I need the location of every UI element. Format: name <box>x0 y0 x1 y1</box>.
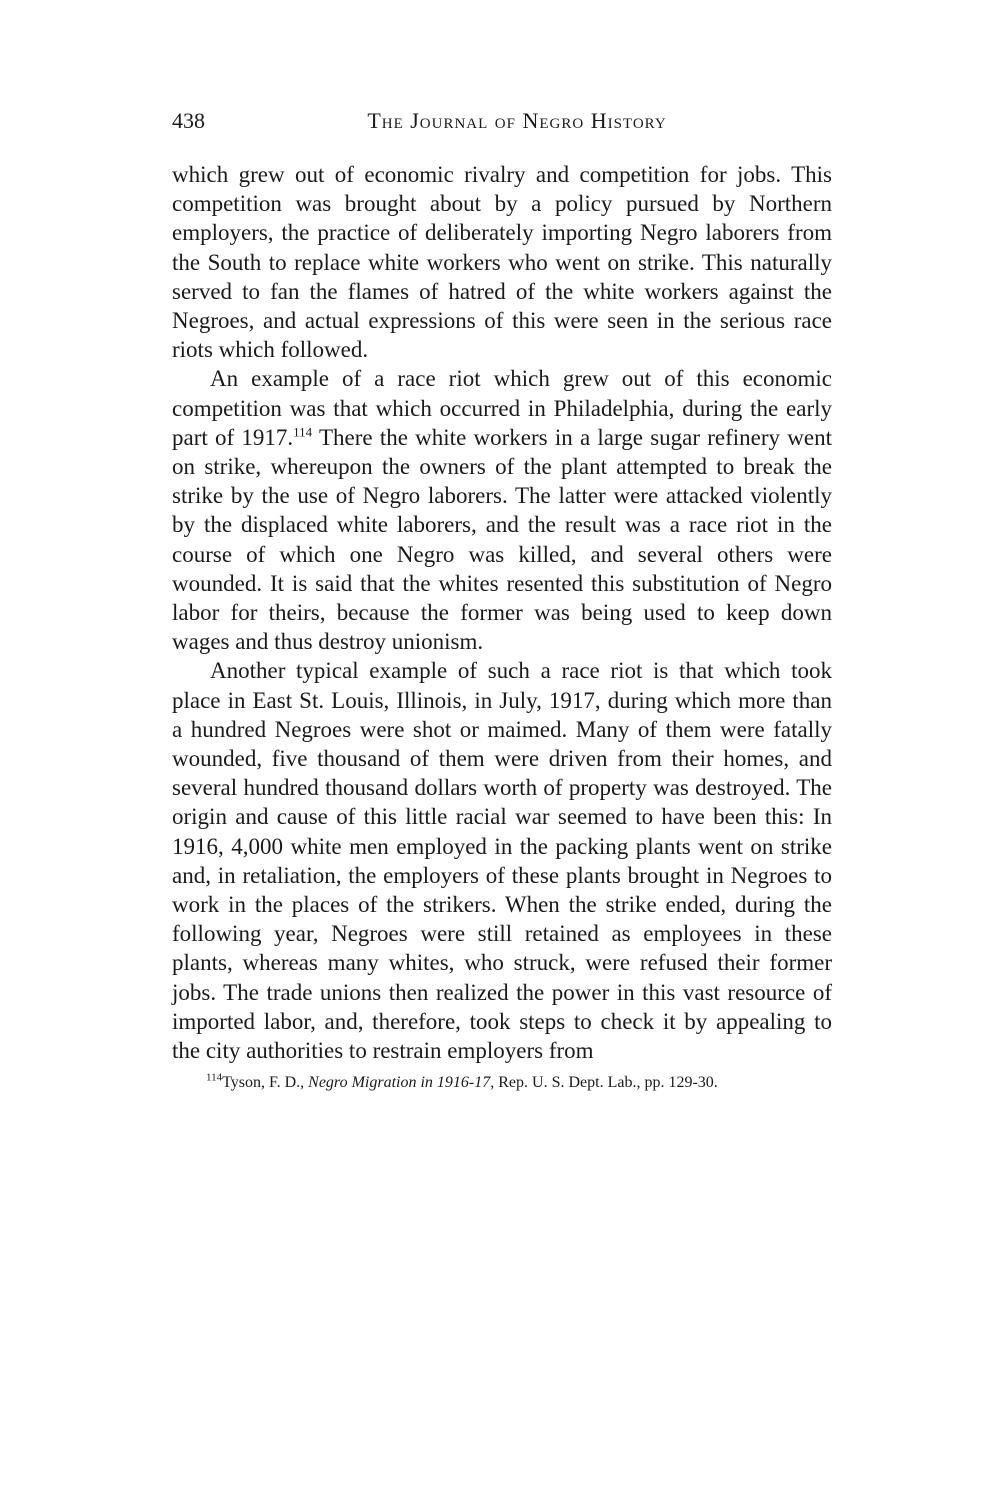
paragraph-text: There the white workers in a large sugar refinery went on strike, whereupon the owners of the plant attempted to break the strike by the use of Negro laborers. The latter were attacked violently by the displaced white laborers, and the result was a race riot in the course of which one Negro was killed, and several others were wounded. It is said that the whites resented this substitution of Negro labor for theirs, because the former was being used to keep down wages and thus destroy unionism. <box>172 424 832 655</box>
paragraph-continued: which grew out of economic rivalry and competition for jobs. This competition was brought about by a policy pursued by Northern employers, the practice of deliberately importing Negro laborers from the South to replace white workers who went on strike. This naturally served to fan the flames of hatred of the white workers against the Negroes, and actual expressions of this were seen in the serious race riots which followed. <box>172 162 832 363</box>
document-page <box>172 100 832 1094</box>
paragraph-philadelphia-riot <box>172 364 832 656</box>
body-text <box>172 160 832 1065</box>
footnote-reference: 114 <box>293 424 313 440</box>
page-number: 438 <box>172 108 205 133</box>
footnote-text <box>172 1071 832 1094</box>
paragraph-east-st-louis-riot: Another typical example of such a race riot is that which took place in East St. Louis, Illinois, in July, 1917, during which more than a hundred Negroes were shot or maimed. Many of them were fatally wounded, five thousand of them were driven from their homes, and several hundred thousand dollars worth of property was destroyed. The origin and cause of this little racial war seemed to have been this: In 1916, 4,000 white men employed in the packing plants went on strike and, in retaliation, the employers of these plants brought in Negroes to work in the places of the strikers. When the strike ended, during the following year, Negroes were still retained as employees in these plants, whereas many whites, who struck, were refused their former jobs. The trade unions then realized the power in this vast resource of imported labor, and, therefore, took steps to check it by appealing to the city authorities to restrain employers from <box>172 658 832 1064</box>
paragraph-text: An example of a race riot which grew out of this economic competition was that which occurred in Philadelphia, during the early part of 1917. <box>172 366 832 450</box>
footnote-source: , Rep. U. S. Dept. Lab., pp. 129-30. <box>490 1074 718 1092</box>
running-head <box>172 108 832 148</box>
footnote-number: 114 <box>206 1071 223 1084</box>
footnote-title: Negro Migration in 1916-17 <box>308 1074 491 1092</box>
footnote-author: Tyson, F. D., <box>222 1074 309 1092</box>
footnote <box>172 1071 832 1094</box>
journal-title: The Journal of Negro History <box>367 108 667 133</box>
